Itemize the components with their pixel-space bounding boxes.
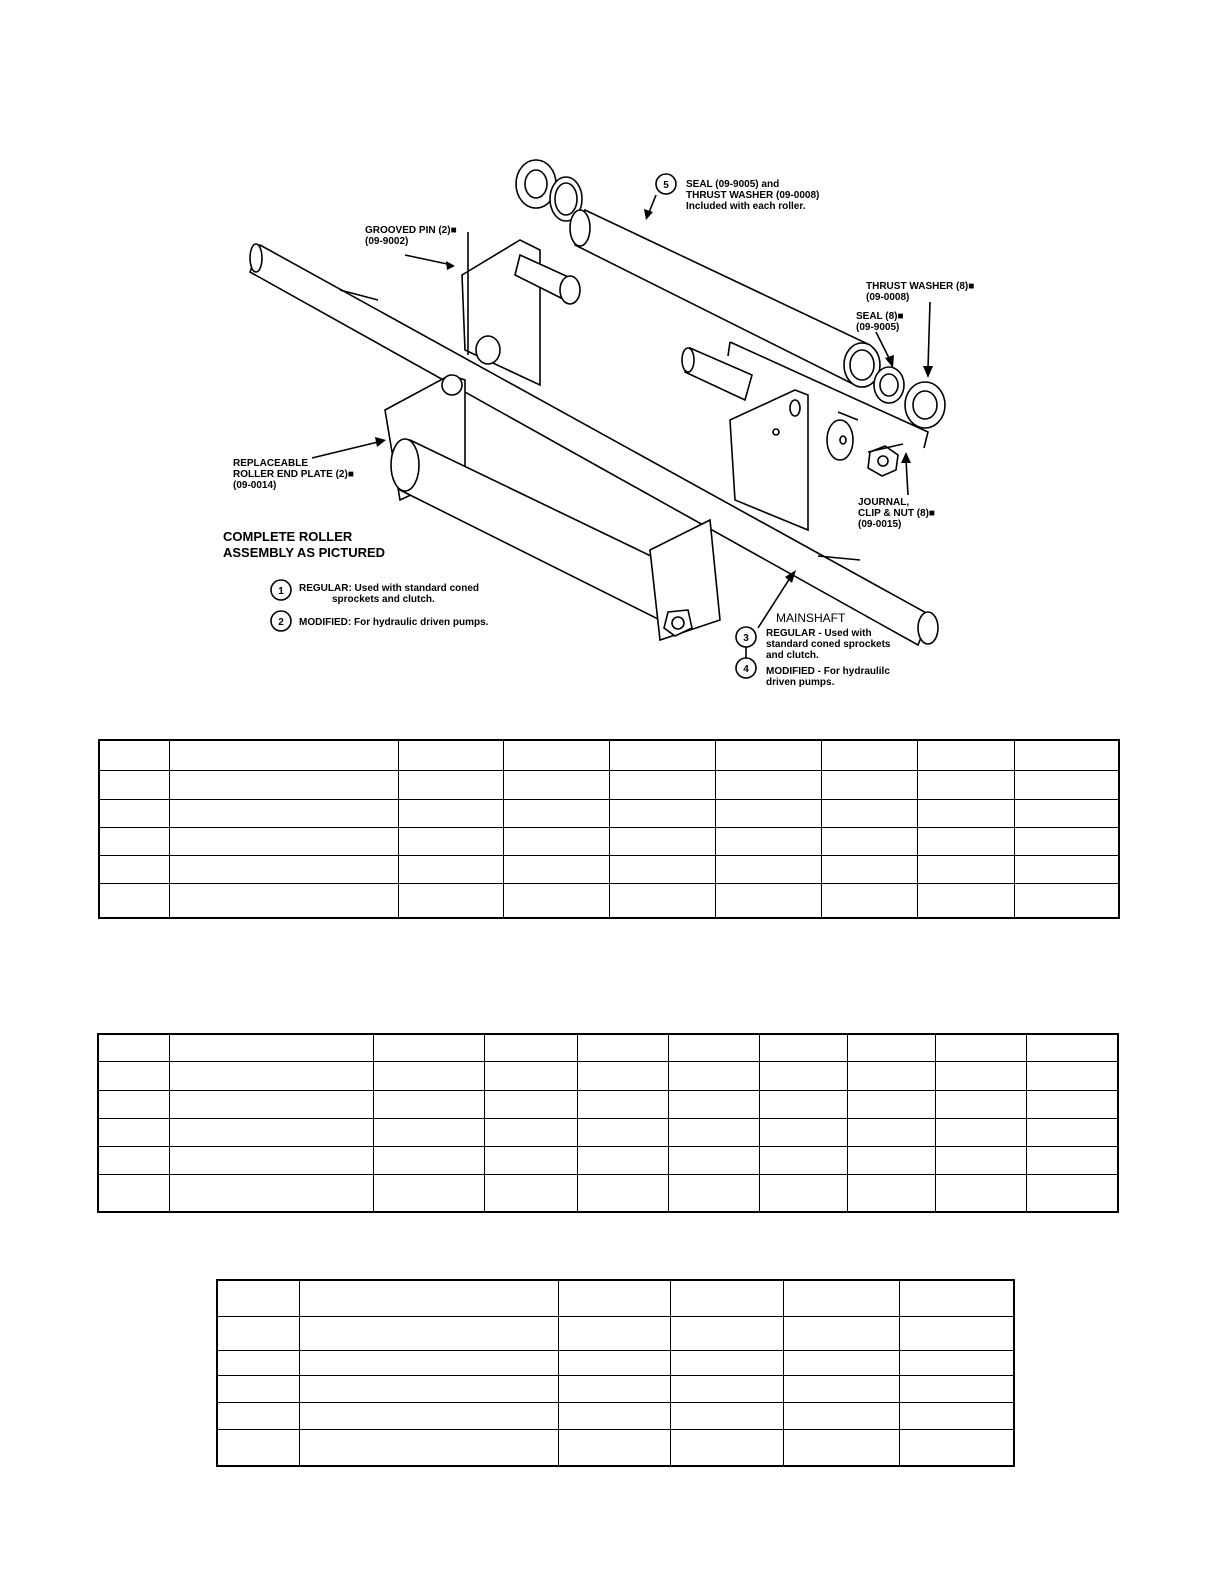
roller-assembly-diagram xyxy=(0,0,1224,720)
callout-regular-3 xyxy=(736,627,891,661)
right-end-plate xyxy=(730,390,808,530)
svg-text:MODIFIED - For hydraulilc: MODIFIED - For hydraulilc xyxy=(766,666,890,677)
parts-table-2 xyxy=(97,1033,1119,1213)
svg-text:REPLACEABLE: REPLACEABLE xyxy=(233,458,309,469)
table-row xyxy=(217,1316,1014,1350)
svg-text:ROLLER END PLATE (2)■: ROLLER END PLATE (2)■ xyxy=(233,469,354,480)
svg-text:MAINSHAFT: MAINSHAFT xyxy=(776,611,846,625)
back-end-plate xyxy=(462,232,580,385)
table-row xyxy=(98,1174,1118,1212)
svg-text:2: 2 xyxy=(278,617,284,628)
svg-text:1: 1 xyxy=(278,586,284,597)
svg-text:THRUST WASHER (09-0008): THRUST WASHER (09-0008) xyxy=(686,190,820,201)
svg-text:REGULAR: Used with standard co: REGULAR: Used with standard coned xyxy=(299,583,480,594)
svg-text:MODIFIED: For hydraulic driven: MODIFIED: For hydraulic driven pumps. xyxy=(299,617,489,628)
svg-text:(09-9002): (09-9002) xyxy=(365,236,409,247)
main-roller xyxy=(391,439,720,640)
spare-roller xyxy=(570,210,880,387)
callout-journal xyxy=(858,497,935,530)
svg-text:CLIP & NUT (8)■: CLIP & NUT (8)■ xyxy=(858,508,935,519)
callout-seal xyxy=(856,311,904,333)
svg-text:3: 3 xyxy=(743,633,749,644)
svg-text:(09-0014): (09-0014) xyxy=(233,480,277,491)
parts-table-1 xyxy=(98,739,1120,919)
svg-text:REGULAR - Used with: REGULAR - Used with xyxy=(766,628,872,639)
callout-regular-1 xyxy=(271,580,479,605)
table-row xyxy=(217,1375,1014,1402)
svg-text:sprockets and clutch.: sprockets and clutch. xyxy=(332,594,435,605)
table-row xyxy=(99,770,1119,799)
table-row xyxy=(98,1118,1118,1146)
svg-text:COMPLETE ROLLER: COMPLETE ROLLER xyxy=(223,529,353,544)
callout-seal-5 xyxy=(656,174,819,212)
svg-text:GROOVED PIN (2)■: GROOVED PIN (2)■ xyxy=(365,225,457,236)
table-row xyxy=(98,1061,1118,1090)
callout-thrust-washer xyxy=(866,281,974,303)
callout-number: 5 xyxy=(663,180,669,191)
svg-text:(09-0015): (09-0015) xyxy=(858,519,902,530)
parts-table-3 xyxy=(216,1279,1015,1467)
svg-text:Included with each roller.: Included with each roller. xyxy=(686,201,806,212)
table-row xyxy=(98,1034,1118,1061)
callout-modified-4 xyxy=(736,658,890,688)
svg-text:(09-0008): (09-0008) xyxy=(866,292,910,303)
callout-modified-2 xyxy=(271,611,489,631)
svg-text:and clutch.: and clutch. xyxy=(766,650,819,661)
table-row xyxy=(99,799,1119,827)
svg-text:(09-9005): (09-9005) xyxy=(856,322,900,333)
svg-text:SEAL (8)■: SEAL (8)■ xyxy=(856,311,904,322)
svg-text:driven pumps.: driven pumps. xyxy=(766,677,835,688)
svg-text:ASSEMBLY AS PICTURED: ASSEMBLY AS PICTURED xyxy=(223,545,386,560)
svg-text:SEAL (09-9005) and: SEAL (09-9005) and xyxy=(686,179,780,190)
table-row xyxy=(98,1146,1118,1174)
svg-text:THRUST WASHER (8)■: THRUST WASHER (8)■ xyxy=(866,281,975,292)
table-row xyxy=(217,1350,1014,1375)
table-row xyxy=(99,740,1119,770)
svg-text:4: 4 xyxy=(743,664,749,675)
table-row xyxy=(99,827,1119,855)
callout-complete-assembly xyxy=(223,529,385,560)
table-row xyxy=(217,1429,1014,1466)
callout-mainshaft xyxy=(776,611,846,625)
table-row xyxy=(98,1090,1118,1118)
callout-grooved-pin xyxy=(365,225,457,247)
table-row xyxy=(217,1402,1014,1429)
table-row xyxy=(99,883,1119,918)
callout-end-plate xyxy=(233,458,354,491)
table-row xyxy=(217,1280,1014,1316)
svg-text:standard coned sprockets: standard coned sprockets xyxy=(766,639,891,650)
right-washers xyxy=(874,367,945,428)
table-row xyxy=(99,855,1119,883)
svg-text:JOURNAL,: JOURNAL, xyxy=(858,497,910,508)
top-washers xyxy=(516,160,582,221)
